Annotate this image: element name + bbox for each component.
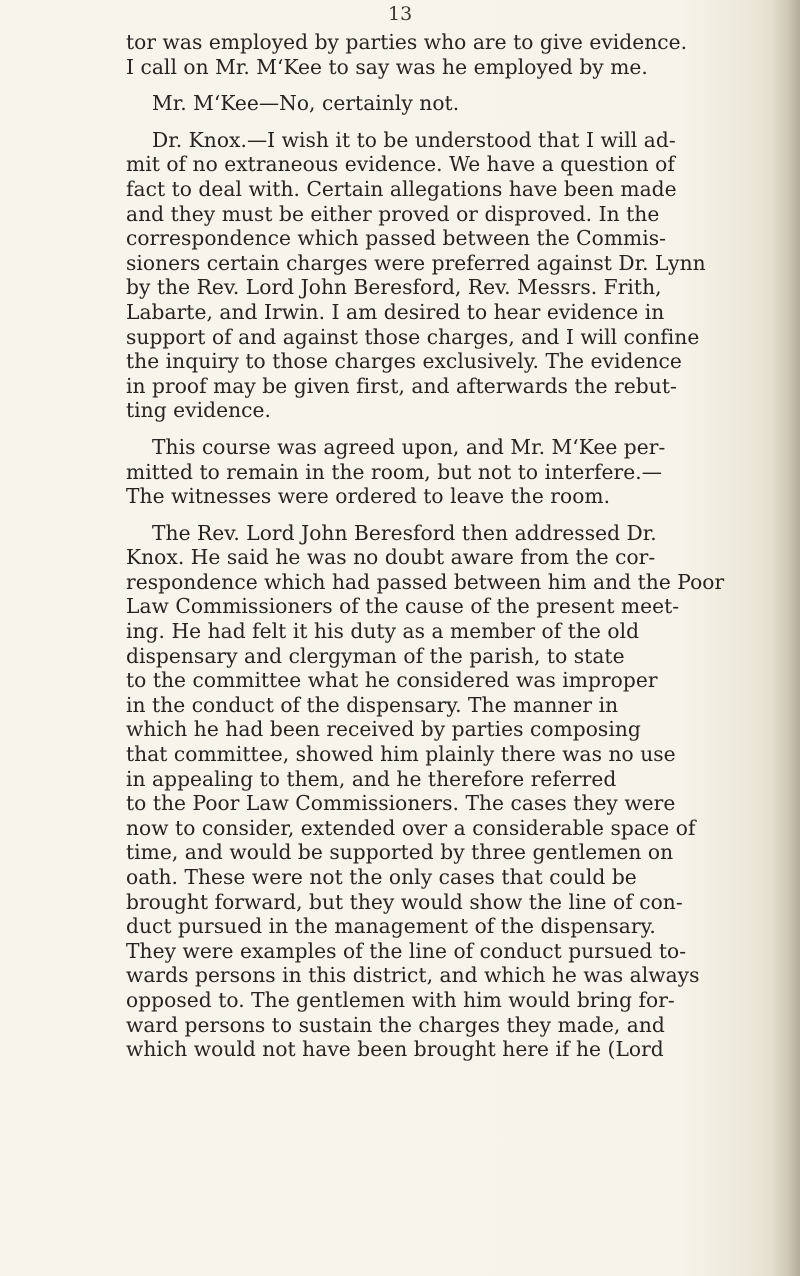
- text-line: ward persons to sustain the charges they made, and: [126, 1012, 665, 1037]
- body-text: [126, 30, 786, 1062]
- text-line: tor was employed by parties who are to give evidence.: [126, 30, 688, 54]
- text-line: to the committee what he considered was improper: [126, 668, 658, 693]
- text-line: correspondence which passed between the Commis-: [126, 226, 667, 251]
- text-line: support of and against those charges, and I will confine: [126, 324, 700, 349]
- page-edge-shadow: [772, 0, 800, 1276]
- text-line: duct pursued in the management of the dispensary.: [126, 914, 656, 939]
- text-line: which he had been received by parties composing: [126, 717, 641, 742]
- text-line: wards persons in this district, and which he was always: [126, 963, 700, 988]
- text-line: in appealing to them, and he therefore referred: [126, 766, 617, 791]
- text-line: mit of no extraneous evidence. We have a question of: [126, 152, 675, 177]
- paragraph: [126, 30, 786, 79]
- paragraph-gap: [126, 116, 786, 128]
- text-line: brought forward, but they would show the line of con-: [126, 889, 683, 914]
- paragraph-gap: [126, 509, 786, 521]
- text-line: The witnesses were ordered to leave the room.: [126, 484, 611, 509]
- text-line: They were examples of the line of conduct pursued to-: [126, 938, 687, 963]
- text-line: respondence which had passed between him and the Poor: [126, 569, 725, 594]
- text-line: Mr. M‘Kee—No, certainly not.: [152, 91, 460, 116]
- text-line: Knox. He said he was no doubt aware from the cor-: [126, 545, 656, 570]
- text-line: by the Rev. Lord John Beresford, Rev. Messrs. Frith,: [126, 275, 662, 300]
- text-line: mitted to remain in the room, but not to interfere.—: [126, 459, 662, 484]
- text-line: time, and would be supported by three gentlemen on: [126, 840, 674, 865]
- text-line: the inquiry to those charges exclusively. The evidence: [126, 349, 682, 374]
- paragraph: [126, 435, 786, 509]
- text-line: and they must be either proved or disproved. In the: [126, 201, 660, 226]
- text-line: which would not have been brought here if he (Lord: [126, 1037, 664, 1062]
- text-line: I call on Mr. M‘Kee to say was he employed by me.: [126, 54, 648, 79]
- paragraph: [126, 91, 786, 116]
- text-line: that committee, showed him plainly there was no use: [126, 742, 676, 767]
- text-line: ting evidence.: [126, 398, 271, 423]
- paragraph: [126, 128, 786, 423]
- text-line: Dr. Knox.—I wish it to be understood that I will ad-: [152, 127, 676, 152]
- text-line: dispensary and clergyman of the parish, to state: [126, 643, 625, 668]
- text-line: oath. These were not the only cases that could be: [126, 865, 637, 889]
- text-line: fact to deal with. Certain allegations have been made: [126, 176, 677, 201]
- paragraph-gap: [126, 423, 786, 435]
- text-line: sioners certain charges were preferred against Dr. Lynn: [126, 250, 706, 275]
- text-line: Law Commissioners of the cause of the present meet-: [126, 594, 680, 619]
- page-number: 13: [388, 3, 413, 25]
- text-line: to the Poor Law Commissioners. The cases they were: [126, 791, 676, 816]
- text-line: now to consider, extended over a considerable space of: [126, 815, 696, 840]
- text-line: in the conduct of the dispensary. The manner in: [126, 692, 619, 717]
- text-line: opposed to. The gentlemen with him would bring for-: [126, 987, 675, 1012]
- text-line: Labarte, and Irwin. I am desired to hear evidence in: [126, 299, 665, 324]
- paragraph-gap: [126, 79, 786, 91]
- text-line: ing. He had felt it his duty as a member of the old: [126, 619, 640, 644]
- text-line: The Rev. Lord John Beresford then addressed Dr.: [152, 520, 657, 545]
- paragraph: [126, 521, 786, 1062]
- text-line: in proof may be given first, and afterwards the rebut-: [126, 373, 677, 398]
- text-line: This course was agreed upon, and Mr. M‘Kee per-: [152, 434, 666, 459]
